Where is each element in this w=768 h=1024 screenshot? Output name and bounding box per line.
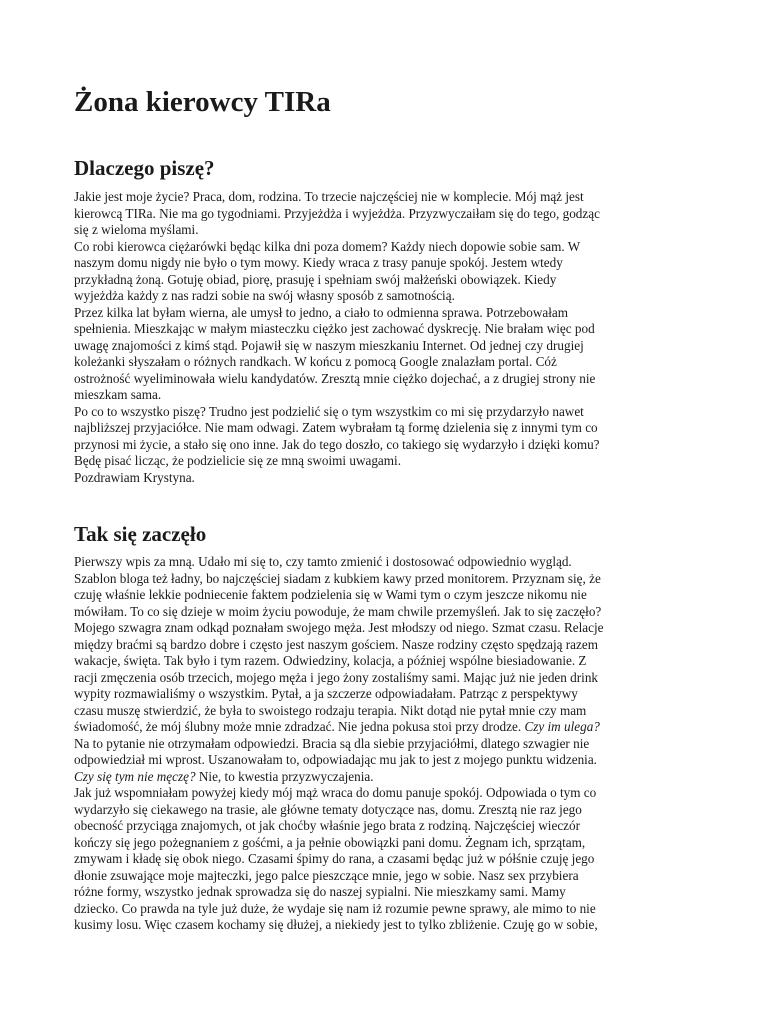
text-line: Po co to wszystko piszę? Trudno jest podzielić się o tym wszystkim co mi się przydarzyło nawet: [74, 403, 584, 419]
text-line: spełnienia. Mieszkając w małym miasteczku ciężko jest zachować dyskrecję. Nie brałam więc pod: [74, 321, 595, 336]
text-line: najbliższej przyjaciółce. Nie mam odwagi. Zatem wybrałam tą formę dzielenia się z innymi tym co: [74, 420, 598, 435]
text-line-with-italic: [74, 769, 694, 786]
text-run: świadomość, że mój ślubny może mnie zdradzać. Nie jedna pokusa stoi przy drodze.: [74, 719, 525, 734]
italic-question: Czy się tym nie męczę?: [74, 768, 196, 784]
text-line: zmywam i kładę się obok niego. Czasami śpimy do rana, a czasami będąc już w półśnie czuję jego: [74, 851, 595, 866]
document-title: Żona kierowcy TIRa: [74, 86, 331, 118]
text-line: Co robi kierowca ciężarówki będąc kilka dni poza domem? Każdy niech dopowie sobie sam. W: [74, 238, 581, 254]
text-line: mówiłam. To co się dzieje w moim życiu powoduje, że mam chwile przemyśleń. Jak to się zaczęło?: [74, 603, 602, 619]
text-line: mieszkam sama.: [74, 387, 162, 402]
section-heading-dlaczego-pisze: Dlaczego piszę?: [74, 156, 215, 180]
text-line: Jak już wspomniałam powyżej kiedy mój mąż wraca do domu panuje spokój. Odpowiada o tym co: [74, 785, 597, 800]
text-line: uwagę znajomości z kimś stąd. Pojawił się w naszym mieszkaniu Internet. Od jednej czy drugiej: [74, 337, 584, 353]
text-line: wakacje, święta. Tak było i tym razem. Odwiedziny, kolacja, a później wspólne biesiadowanie. Z: [74, 653, 587, 668]
italic-question: Czy im ulega?: [524, 719, 600, 734]
text-line: Będę pisać licząc, że podzielicie się ze mną swoimi uwagami.: [74, 453, 401, 468]
text-line: różne formy, wszystko jednak sprowadza się do naszej sypialni. Nie mieszkamy sami. Mamy: [74, 884, 566, 899]
text-line: Przez kilka lat byłam wierna, ale umysł to jedno, a ciało to odmienna sprawa. Potrzebowałam: [74, 304, 569, 320]
text-line: Pierwszy wpis za mną. Udało mi się to, czy tamto zmienić i dostosować odpowiednio wygląd.: [74, 554, 572, 569]
section-body-dlaczego-pisze: [74, 189, 694, 486]
text-line: Mojego szwagra znam odkąd poznałam swojego męża. Jest młodszy od niego. Szmat czasu. Relacje: [74, 620, 604, 635]
text-line: Na to pytanie nie otrzymałam odpowiedzi. Bracia są dla siebie przyjaciółmi, dlatego szwagier nie: [74, 735, 590, 751]
text-line: obecność przyciąga znajomych, ot jak choćby właśnie jego brata z rodziną. Najczęściej wieczór: [74, 818, 581, 833]
text-line: wydarzyło się ciekawego na trasie, ale główne tematy dotyczące nas, domu. Zresztą nie raz jego: [74, 801, 582, 817]
text-run: Nie, to kwestia przyzwyczajenia.: [195, 768, 374, 784]
text-line-with-italic: [74, 719, 694, 736]
text-line: Pozdrawiam Krystyna.: [74, 469, 195, 485]
text-line: kusimy losu. Więc czasem kochamy się dłużej, a niekiedy jest to tylko zbliżenie. Czuję go w sobie,: [74, 917, 598, 932]
text-line: wypity rozmawialiśmy o wszystkim. Pytał, a ja szczerze odpowiadałam. Patrząc z perspektywy: [74, 686, 578, 701]
text-line: przynosi mi życie, a stało się ono inne. Jak do tego doszło, co takiego się wydarzyło i dzięki komu?: [74, 436, 600, 452]
text-line: ostrożność wyeliminowała wielu kandydatów. Zresztą mnie ciężko dojechać, a z drugiej strony nie: [74, 370, 596, 386]
text-line: racji zmęczenia osób trzecich, mojego męża i jego żony zostaliśmy sami. Mając już nie jeden drink: [74, 669, 599, 685]
text-line: między braćmi są bardzo dobre i często jest naszym gościem. Nasze rodziny często spędzają razem: [74, 636, 598, 652]
text-line: kończy się jego pożegnaniem z gośćmi, a ja pełnie obowiązki pani domu. Żegnam ich, sprzątam,: [74, 834, 586, 850]
text-line: czuję właśnie lekkie podniecenie faktem podzielenia się w Wami tym o czym jeszcze nikomu nie: [74, 587, 587, 602]
text-line: odpowiedział mi wprost. Uszanowałam to, odpowiadając mu jak to jest z mojego punktu widzenia.: [74, 752, 597, 767]
text-line: wyjeżdża każdy z nas radzi sobie na swój własny sposób z samotnością.: [74, 288, 455, 303]
text-line: się z wieloma myślami.: [74, 222, 199, 237]
text-line: dłonie zsuwające moje majteczki, jego palce pieszczące mnie, jego w sobie. Nasz sex przybiera: [74, 867, 579, 883]
text-line: czasu muszę stwierdzić, że była to swoistego rodzaju terapia. Nikt dotąd nie pytał mnie czy mam: [74, 702, 587, 718]
text-line: Szablon bloga też ładny, bo najczęściej siadam z kubkiem kawy przed monitorem. Przyznam się, że: [74, 570, 601, 586]
section-body-tak-sie-zaczelo: [74, 554, 694, 934]
section-heading-tak-sie-zaczelo: Tak się zaczęło: [74, 522, 207, 546]
text-line: naszym domu nigdy nie było o tym mowy. Kiedy wraca z trasy panuje spokój. Jestem wtedy: [74, 255, 563, 270]
text-line: kierowcą TIRa. Nie ma go tygodniami. Przyjeżdża i wyjeżdża. Przyzwyczaiłam się do tego, godząc: [74, 205, 600, 221]
text-line: dziecko. Co prawda na tyle już duże, że wydaje się nam iż rozumie pewne sprawy, ale mimo to nie: [74, 900, 596, 916]
text-line: Jakie jest moje życie? Praca, dom, rodzina. To trzecie najczęściej nie w komplecie. Mój mąż jest: [74, 189, 584, 204]
text-line: koleżanki słyszałam o różnych randkach. W końcu z pomocą Google znalazłam portal. Cóż: [74, 354, 557, 369]
text-line: przykładną żoną. Gotuję obiad, piorę, prasuję i spełniam swój małżeński obowiązek. Kiedy: [74, 271, 557, 287]
